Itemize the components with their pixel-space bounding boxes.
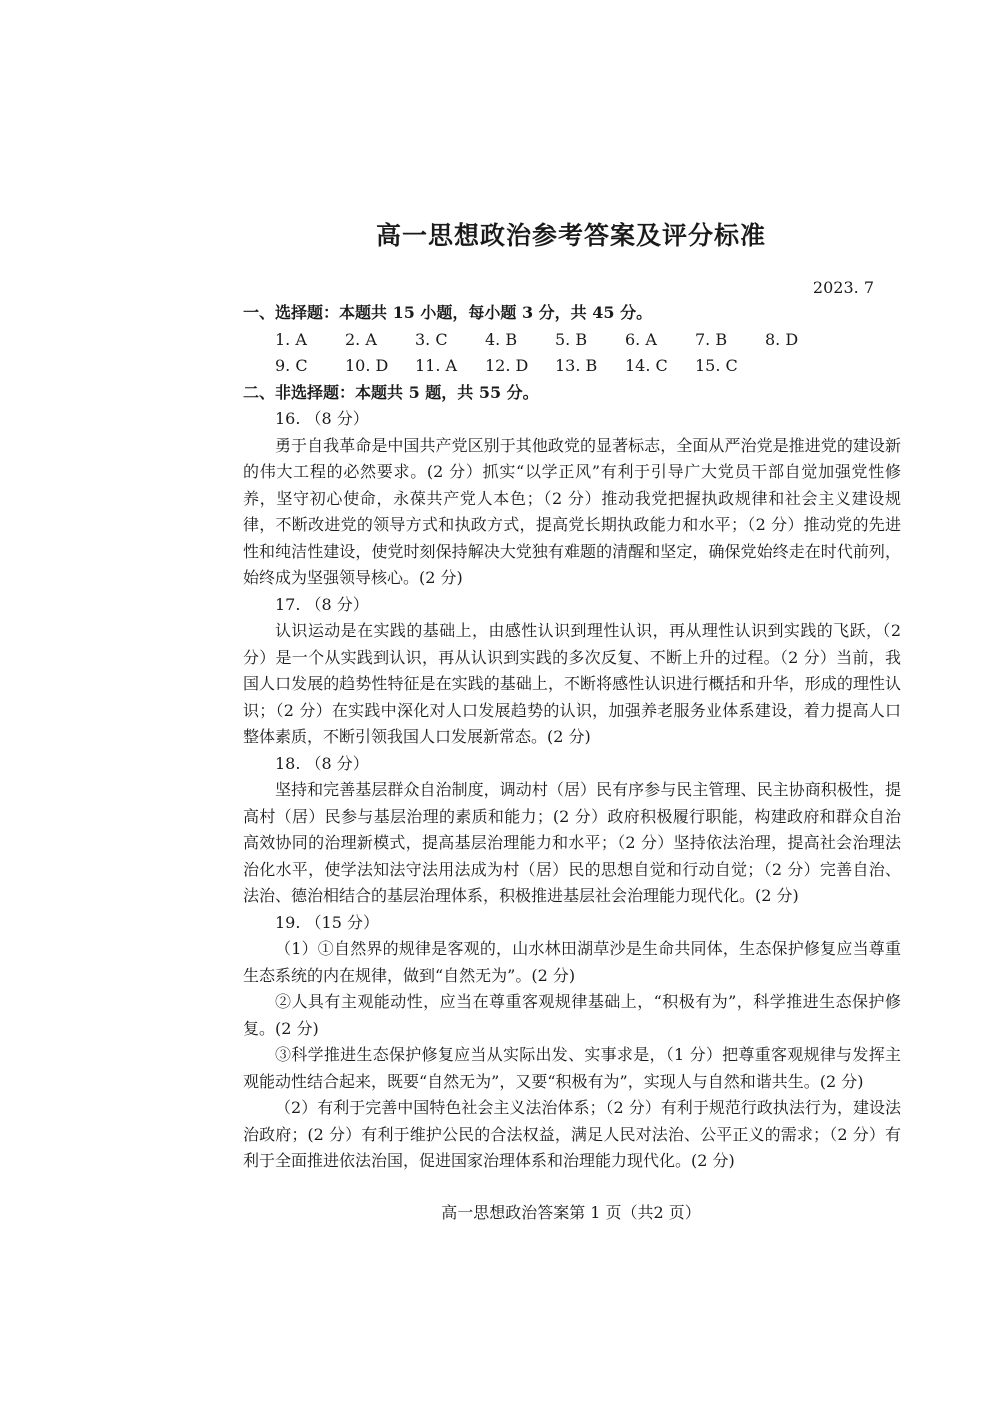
question-19-part-1-point-2: ②人具有主观能动性，应当在尊重客观规律基础上，“积极有为”，科学推进生态保护修复。(2 分) bbox=[243, 992, 901, 1038]
answer-item: 9. C bbox=[275, 356, 308, 375]
page-title: 高一思想政治参考答案及评分标准 bbox=[375, 221, 766, 250]
question-19-part-1-point-1: （1）①自然界的规律是客观的，山水林田湖草沙是生命共同体，生态保护修复应当尊重生态系统的内在规律，做到“自然无为”。(2 分) bbox=[243, 939, 901, 985]
answer-item: 2. A bbox=[345, 329, 377, 349]
answer-item: 15. C bbox=[695, 356, 738, 375]
page-footer: 高一思想政治答案第 1 页（共2 页） bbox=[441, 1203, 701, 1222]
answer-item: 8. D bbox=[765, 329, 799, 349]
question-19-heading: 19. （15 分） bbox=[275, 912, 379, 932]
question-16-answer: 勇于自我革命是中国共产党区别于其他政党的显著标志，全面从严治党是推进党的建设新的伟大工程的必然要求。(2 分）抓实“以学正风”有利于引导广大党员干部自觉加强党性修养，坚守初心使命，永葆共产党人本色；（2 分）推动我党把握执政规律和社会主义建设规律，不断改进党的领导方式和执政方式，提高党长期执政能力和水平；（2 分）推动党的先进性和纯洁性建设，使党时刻保持解决大党独有难题的清醒和坚定，确保党始终走在时代前列，始终成为坚强领导核心。(2 分) bbox=[243, 435, 901, 587]
answer-item: 5. B bbox=[555, 329, 588, 349]
answer-item: 10. D bbox=[345, 356, 389, 375]
answer-item: 12. D bbox=[485, 356, 529, 375]
answer-item: 3. C bbox=[415, 329, 448, 349]
question-16-heading: 16. （8 分） bbox=[275, 409, 369, 428]
answer-item: 7. B bbox=[695, 329, 728, 349]
answer-item: 1. A bbox=[275, 329, 307, 349]
exam-date: 2023. 7 bbox=[812, 278, 874, 297]
question-18-heading: 18. （8 分） bbox=[275, 753, 369, 773]
answer-content bbox=[243, 300, 901, 1175]
question-17-answer: 认识运动是在实践的基础上，由感性认识到理性认识，再从理性认识到实践的飞跃，（2 分）是一个从实践到认识，再从认识到实践的多次反复、不断上升的过程。（2 分）当前，我国人口发展的趋势性特征是在实践的基础上，不断将感性认识进行概括和升华，形成的理性认识；（2 分）在实践中深化对人口发展趋势的认识，加强养老服务业体系建设，着力提高人口整体素质，不断引领我国人口发展新常态。(2 分) bbox=[243, 621, 901, 746]
question-19-part-2: （2）有利于完善中国特色社会主义法治体系；（2 分）有利于规范行政执法行为，建设法治政府；(2 分）有利于维护公民的合法权益，满足人民对法治、公平正义的需求；（2 分）有利于全面推进依法治国，促进国家治理体系和治理能力现代化。(2 分) bbox=[243, 1098, 901, 1170]
answer-item: 4. B bbox=[485, 329, 518, 349]
answer-item: 6. A bbox=[625, 329, 657, 349]
question-17-heading: 17. （8 分） bbox=[275, 594, 369, 614]
answer-item: 13. B bbox=[555, 356, 598, 375]
multiple-choice-answers bbox=[243, 327, 901, 380]
answer-item: 11. A bbox=[415, 356, 458, 375]
question-18-answer: 坚持和完善基层群众自治制度，调动村（居）民有序参与民主管理、民主协商积极性，提高村（居）民参与基层治理的素质和能力；(2 分）政府积极履行职能，构建政府和群众自治高效协同的治理新模式，提高基层治理能力和水平；（2 分）坚持依法治理，提高社会治理法治化水平，使学法知法守法用法成为村（居）民的思想自觉和行动自觉；（2 分）完善自治、法治、德治相结合的基层治理体系，积极推进基层社会治理能力现代化。(2 分) bbox=[243, 780, 901, 905]
answer-item: 14. C bbox=[625, 356, 668, 375]
question-19-part-1-point-3: ③科学推进生态保护修复应当从实际出发、实事求是，（1 分）把尊重客观规律与发挥主观能动性结合起来，既要“自然无为”，又要“积极有为”，实现人与自然和谐共生。(2 分) bbox=[243, 1045, 901, 1091]
section-1-heading: 一、选择题：本题共 15 小题，每小题 3 分，共 45 分。 bbox=[243, 303, 653, 322]
section-2-heading: 二、非选择题：本题共 5 题，共 55 分。 bbox=[243, 382, 539, 402]
